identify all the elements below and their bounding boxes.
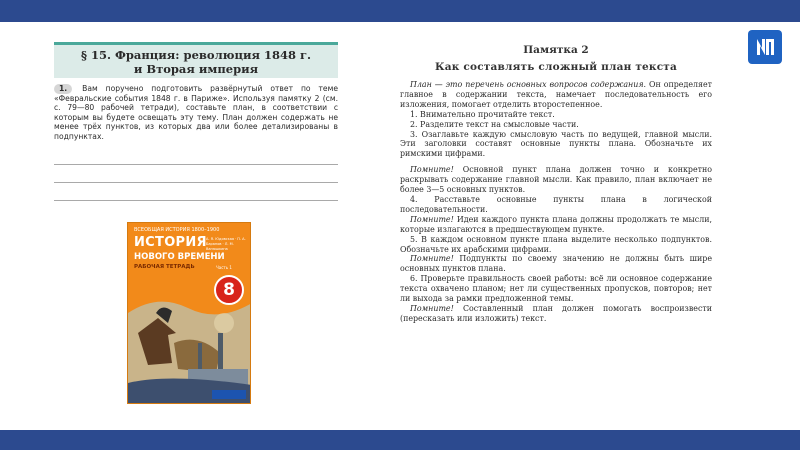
memo-step: 1. Внимательно прочитайте текст.	[410, 109, 555, 119]
definition-italic: План — это перечень основных вопросов содержания.	[410, 80, 647, 89]
memo-step: 3. Озаглавьте каждую смысловую часть по ведущей, главной мысли. Эти заголовки составят основные пункты плана. Обозначьте их римскими цифрами.	[400, 129, 712, 159]
publisher-mark	[212, 390, 246, 399]
memo-reminder	[400, 304, 712, 324]
cover-part: Часть 1	[216, 265, 232, 270]
memo-title: Памятка 2	[523, 44, 589, 56]
publisher-logo	[748, 30, 782, 64]
section-title-box	[54, 42, 338, 78]
memo-reminder	[400, 254, 712, 274]
workbook-cover	[127, 222, 251, 404]
reminder-label: Помните!	[410, 165, 454, 175]
memo-reminder	[400, 215, 712, 235]
answer-line	[54, 200, 338, 201]
answer-line	[54, 182, 338, 183]
reminder-text: Подпункты по своему значению не должны быть шире основных пунктов плана.	[400, 254, 712, 274]
cover-title: ИСТОРИЯ	[134, 235, 207, 250]
section-title: § 15. Франция: революция 1848 г.	[80, 48, 312, 62]
memo-step: 4. Расставьте основные пункты плана в логической последовательности.	[400, 194, 712, 214]
task-text: Вам поручено подготовить развёрнутый ответ по теме «Февральские события 1848 г. в Париже». Используя памятку 2 (см. с. 79—80 рабочей тетради), составьте план, в соответствии с которым вы будете освещать эту тему. План должен содержать не менее трёх пунктов, из которых два или более детализированы в подпунктах.	[54, 84, 338, 141]
cover-authors: А. Я. Юдовская · П. А. Баранов · Л. М. Ванюшкина	[206, 237, 246, 251]
memo-body	[400, 80, 712, 324]
logo-mark-icon	[753, 35, 777, 59]
reminder-text: Основной пункт плана должен точно и конкретно раскрывать содержание главной мысли. Как правило, план включает не более 3—5 основных пунктов.	[400, 165, 712, 195]
reminder-label: Помните!	[410, 214, 454, 224]
reminder-label: Помните!	[410, 303, 454, 313]
memo-step: 5. В каждом основном пункте плана выделите несколько подпунктов. Обозначьте их арабскими цифрами.	[400, 234, 712, 254]
top-band	[0, 0, 800, 22]
definition-text: Он определяет главное в содержании текста, намечает последовательность его изложения, помогает отделить второстепенное.	[400, 80, 713, 109]
memo-subtitle: Как составлять сложный план текста	[435, 61, 677, 73]
section-subtitle: и Вторая империя	[133, 62, 259, 76]
memo-definition	[400, 80, 712, 110]
cover-series: ВСЕОБЩАЯ ИСТОРИЯ 1800–1900	[134, 227, 220, 233]
memo-reminder	[400, 165, 712, 195]
reminder-label: Помните!	[410, 254, 454, 264]
cover-subtitle: РАБОЧАЯ ТЕТРАДЬ	[134, 264, 195, 270]
reminder-text: Составленный план должен помогать воспроизвести (пересказать или изложить) текст.	[400, 303, 712, 323]
memo-step: 6. Проверьте правильность своей работы: всё ли основное содержание текста охвачено планом; нет ли существенных пропусков, повторов; нет ли выхода за рамки предложенной темы.	[400, 274, 712, 304]
cover-title-secondary: НОВОГО ВРЕМЕНИ	[134, 252, 225, 262]
grade-badge: 8	[214, 275, 244, 305]
memo-step: 2. Разделите текст на смысловые части.	[410, 119, 579, 129]
task-block	[54, 84, 338, 142]
task-number: 1.	[54, 84, 72, 94]
bottom-band	[0, 430, 800, 450]
reminder-text: Идеи каждого пункта плана должны продолжать те мысли, которые излагаются в предшествующем пункте.	[400, 214, 712, 234]
answer-line	[54, 164, 338, 165]
